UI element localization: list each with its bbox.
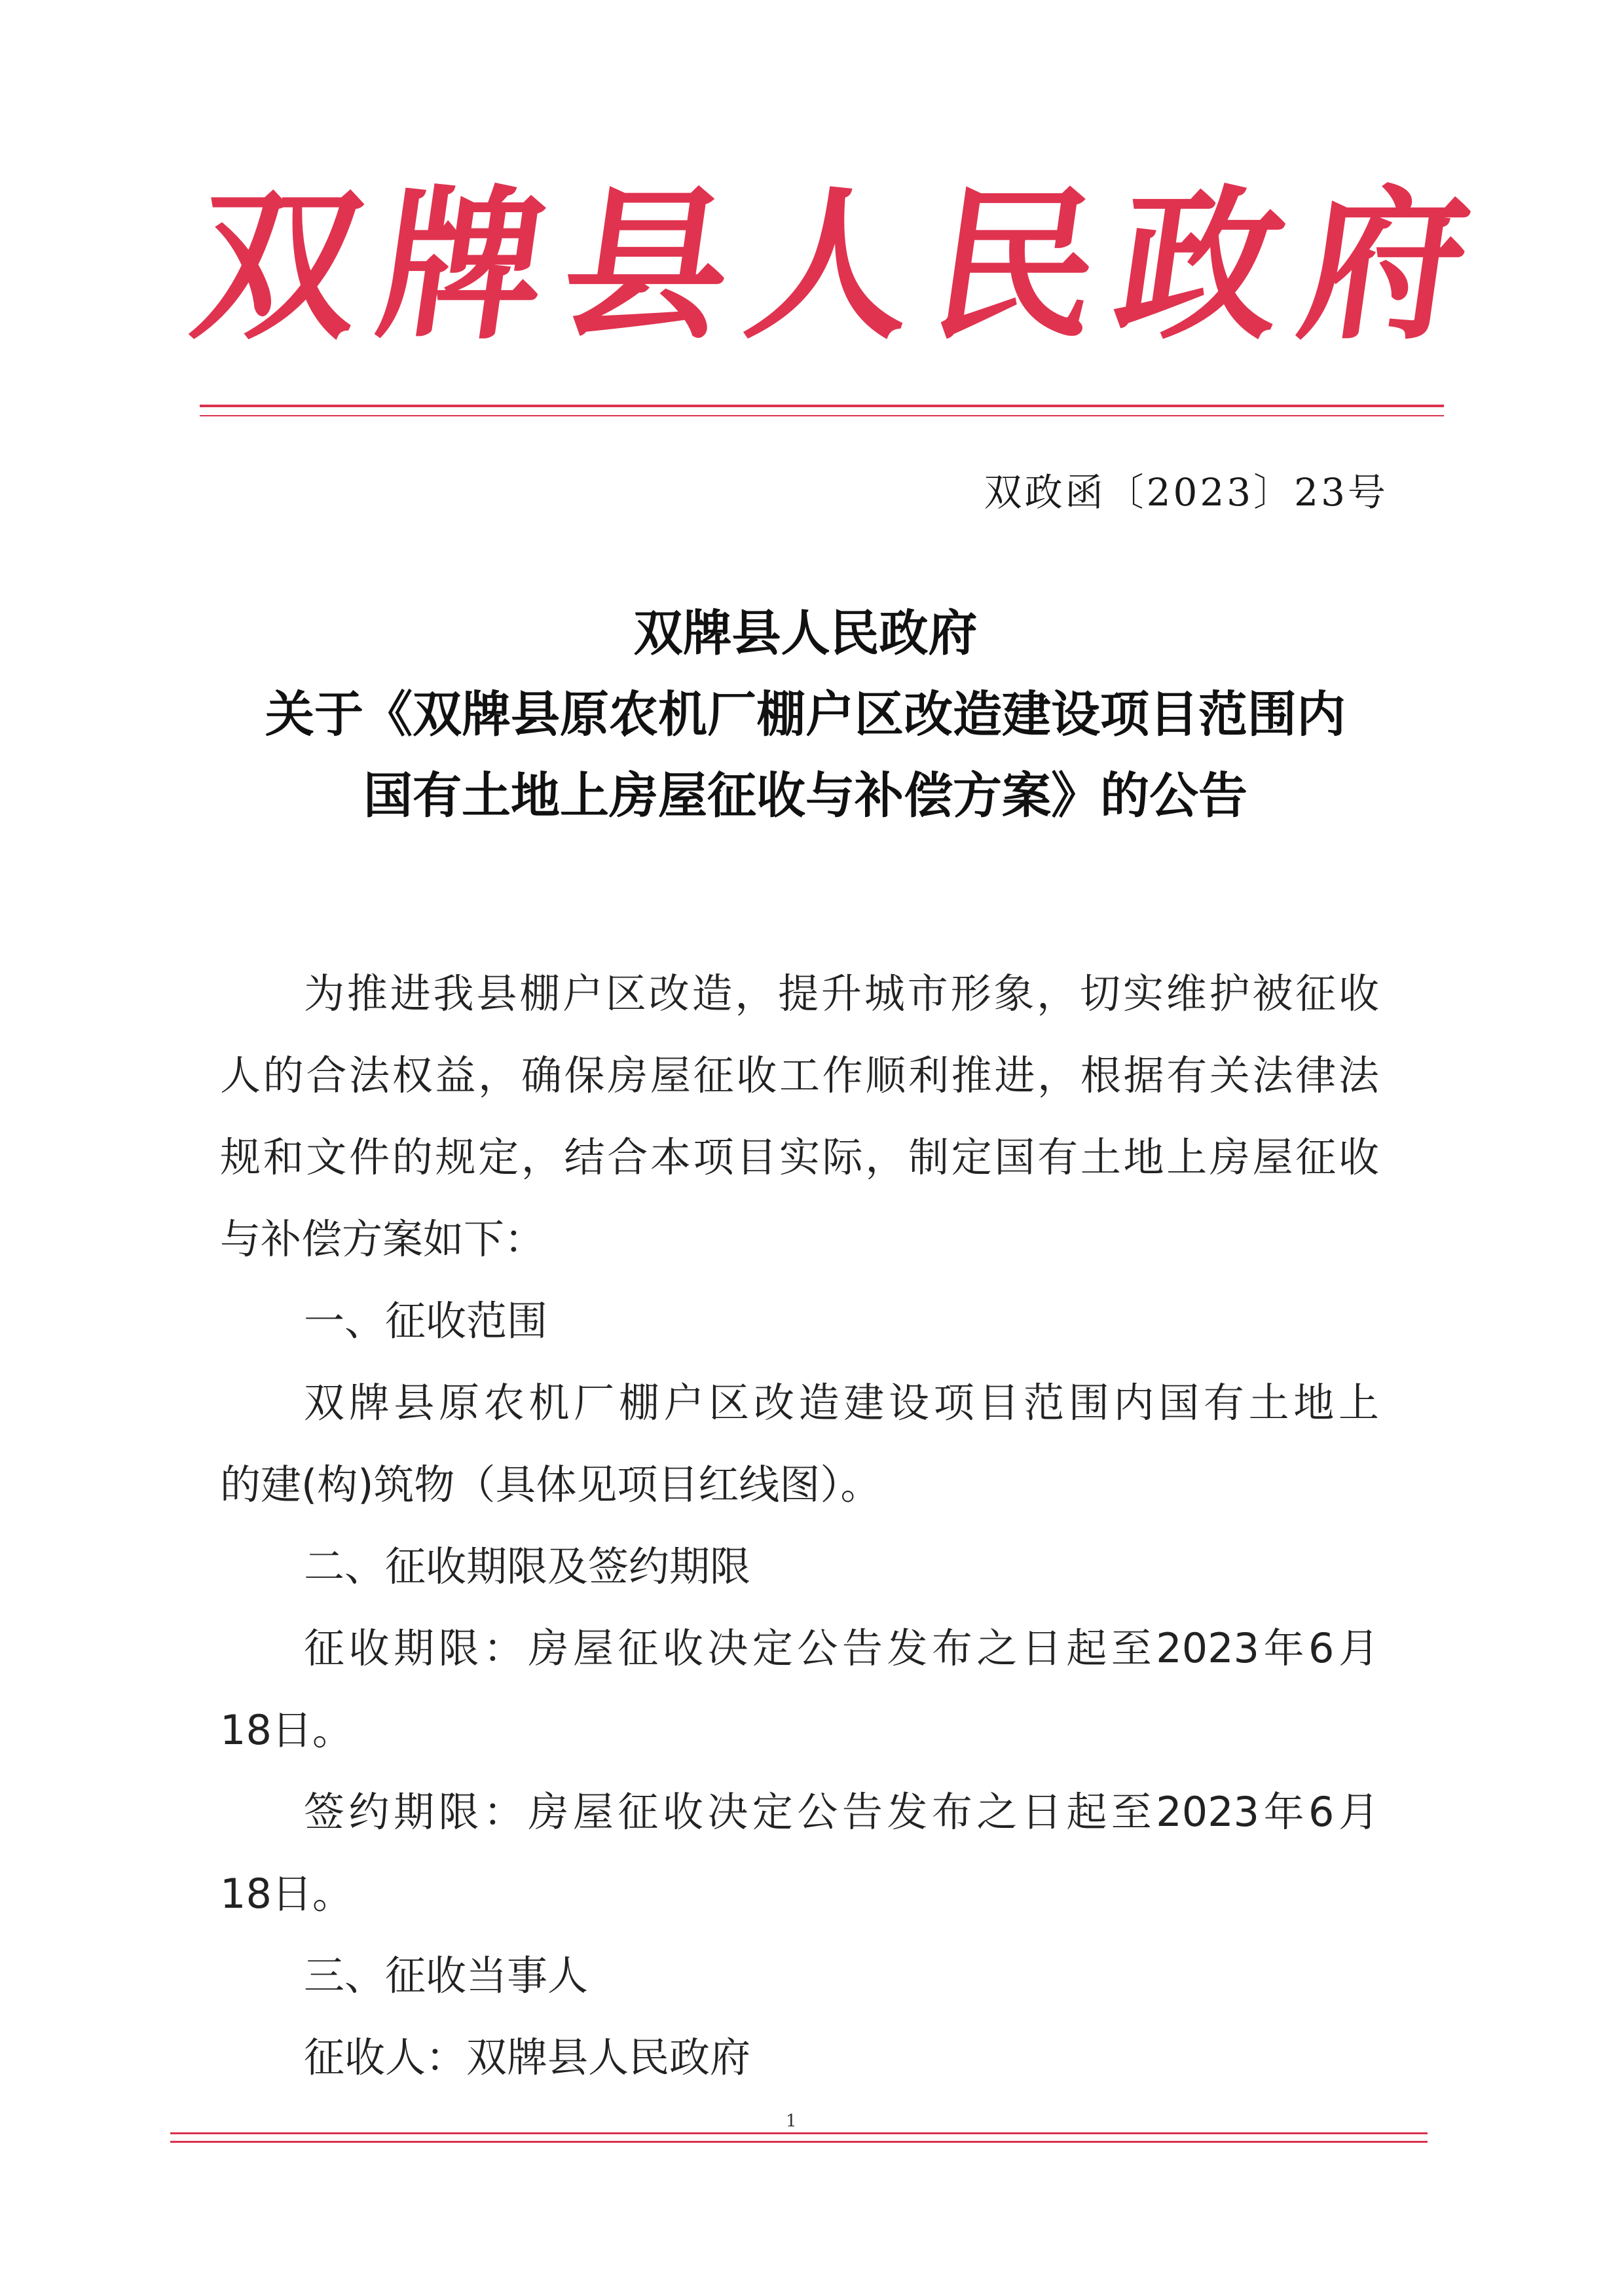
page-number: 1 xyxy=(786,2111,797,2131)
document-number: 双政函〔2023〕23号 xyxy=(984,470,1388,515)
body-line: 为推进我县棚户区改造，提升城市形象，切实维护被征收 xyxy=(304,970,1379,1017)
masthead-char: 府 xyxy=(1289,169,1481,361)
footer-rule-top xyxy=(170,2132,1428,2134)
body-line: 签约期限：房屋征收决定公告发布之日起至2023年6月 xyxy=(304,1788,1379,1836)
body-line: 征收人：双牌县人民政府 xyxy=(304,2033,751,2081)
masthead-char: 政 xyxy=(1105,169,1296,361)
title-line-3: 国有土地上房屋征收与补偿方案》的公告 xyxy=(363,767,1247,824)
masthead-rule-top xyxy=(200,405,1444,407)
masthead-char: 县 xyxy=(551,169,743,361)
body-line: 人的合法权益，确保房屋征收工作顺利推进，根据有关法律法 xyxy=(220,1051,1379,1099)
masthead-char: 民 xyxy=(920,169,1112,361)
body-line: 征收期限：房屋征收决定公告发布之日起至2023年6月 xyxy=(304,1624,1379,1672)
body-line: 双牌县原农机厂棚户区改造建设项目范围内国有土地上 xyxy=(304,1379,1379,1427)
masthead-title xyxy=(181,157,1482,373)
body-line: 18日。 xyxy=(220,1706,353,1754)
body-line: 的建(构)筑物（具体见项目红线图）。 xyxy=(220,1461,881,1508)
document-title xyxy=(183,592,1428,836)
title-line-1: 双牌县人民政府 xyxy=(633,604,978,662)
section-heading: 一、征收范围 xyxy=(304,1297,548,1345)
section-heading: 二、征收期限及签约期限 xyxy=(304,1542,751,1590)
masthead-char: 牌 xyxy=(367,169,559,361)
footer-rule-bottom xyxy=(170,2141,1428,2143)
masthead-char: 人 xyxy=(736,169,927,361)
section-heading: 三、征收当事人 xyxy=(304,1952,589,1999)
body-line: 规和文件的规定，结合本项目实际，制定国有土地上房屋征收 xyxy=(220,1133,1379,1181)
document-body xyxy=(220,953,1379,2098)
masthead-char: 双 xyxy=(183,169,374,361)
body-line: 18日。 xyxy=(220,1870,353,1918)
title-line-2: 关于《双牌县原农机厂棚户区改造建设项目范围内 xyxy=(265,685,1346,743)
body-line: 与补偿方案如下： xyxy=(220,1215,545,1263)
masthead-rule-bottom xyxy=(200,415,1444,416)
